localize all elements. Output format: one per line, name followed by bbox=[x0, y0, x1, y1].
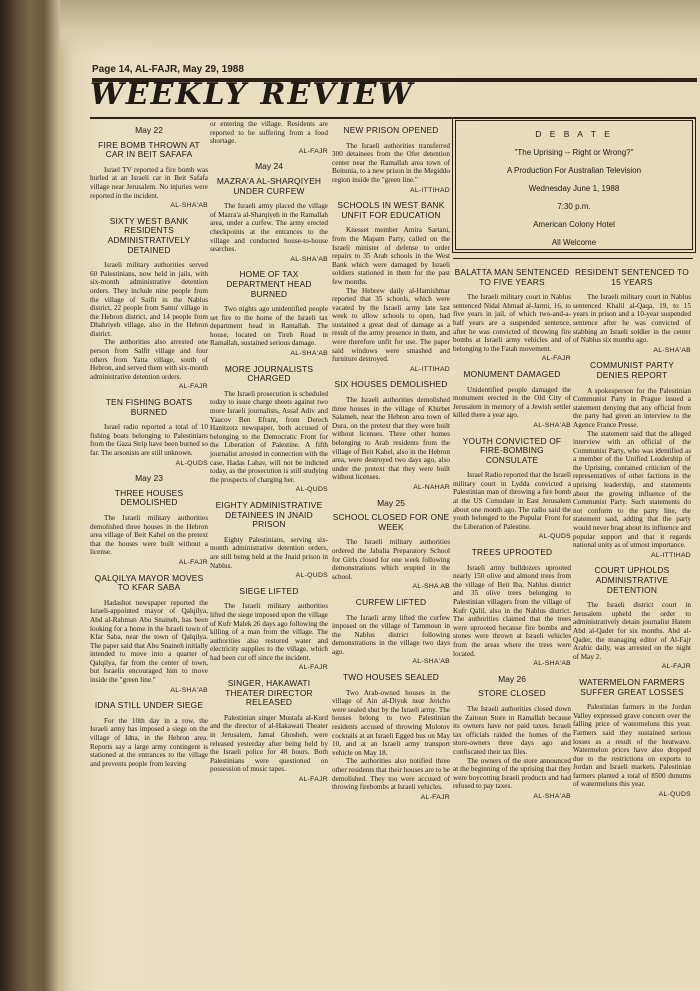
article-body: Palestinian farmers in the Jordan Valley expressed grave concern over the falling price of watermelons this year. Farmers said they sustained serious losses as a result of the heatwave. Watermelon prices have also dropped due to the restrictions on exports to Jordan and Israeli markets. Palestinian farmers planted a total of 8500 dunums of watermelons this year. bbox=[573, 703, 691, 789]
article-source: AL-SHA'AB bbox=[290, 255, 328, 263]
article-headline: SCHOOL CLOSED FOR ONE WEEK bbox=[332, 512, 450, 532]
article-body: The Israeli prosecution is scheduled today to issue charge sheets against two more Israeli journalists, Assaf Adiv and Yaacov Ben Efrant, from Derech Hanitzotz newspaper, both accused of belonging to the Democratic Front for the Liberation of Palestine. A fifth journalist arrested in connection with the case, Hadas Lahav, will not be indicted today, as the prosecution is still studying the prospects of charging her. bbox=[210, 389, 328, 484]
article-body: Palestinian singer Mustafa al-Kurd and the director of al-Hakawati Theater in Jerusalem, Jamal Ghosheh, were released yesterday after being held by the Israeli police for 48 hours. Both Palestinians were questioned on possession of music tapes. bbox=[210, 713, 328, 774]
article-body: The Israeli military court in Nablus sentenced Khalil al-Qaqa, 19, to 15 years in prison and a 10-year suspended sentence after he was convicted of stabbing an Israeli soldier in the center of Nablus six months ago. bbox=[573, 293, 691, 345]
article-headline: COMMUNIST PARTY DENIES REPORT bbox=[590, 360, 674, 380]
date-heading: May 25 bbox=[377, 497, 405, 508]
article-headline: CURFEW LIFTED bbox=[355, 596, 427, 607]
debate-title: D E B A T E bbox=[535, 129, 613, 139]
article-source: AL-SHA'AB bbox=[412, 658, 450, 666]
date-heading: May 26 bbox=[498, 673, 526, 684]
article-source: AL-FAJR bbox=[298, 147, 328, 155]
article-headline: SIEGE LIFTED bbox=[239, 585, 299, 596]
article-source: AL-QUDS bbox=[538, 533, 571, 541]
article-source: AL-SHA'AB bbox=[533, 421, 571, 429]
article-headline: QALQILYA MAYOR MOVES TO KFAR SABA bbox=[94, 572, 204, 593]
article-body: The Hebrew daily al-Hamishmar reported that 35 schools, which were vacated by the Israeli army late last week to allow schools to open, had sustained a great deal of damage as a result of the army presence in them, and were therefore unfit for use. The paper said windows were smashed and furniture destroyed. bbox=[332, 286, 450, 364]
column-1 bbox=[90, 120, 208, 768]
article-source: AL-QUDS bbox=[658, 791, 691, 799]
article-source: AL-FAJR bbox=[298, 776, 328, 783]
article-body: Two Arab-owned houses in the village of Ain al-Diyuk near Jericho were sealed shut by the Israeli army. The houses belong to two Palestinian residents accused of throwing Molotov cocktails at an Israeli Egged bus on May 10, and at an Israeli army transport vehicle on May 18. bbox=[332, 688, 450, 757]
article-source: AL-FAJR bbox=[420, 793, 450, 801]
article-source: AL-QUDS bbox=[295, 486, 328, 494]
article-body: or entering the village. Residents are reported to be suffering from a food shortage. bbox=[210, 120, 328, 146]
article-headline: FIRE BOMB THROWN AT CAR IN BEIT SAFAFA bbox=[98, 139, 200, 160]
date-heading: May 22 bbox=[135, 125, 163, 135]
column-2 bbox=[210, 120, 328, 789]
article-headline: SIXTY WEST BANK RESIDENTS ADMINISTRATIVELY DETAINED bbox=[107, 215, 191, 255]
section-title: WEEKLY REVIEW bbox=[90, 77, 695, 119]
article-headline: EIGHTY ADMINISTRATIVE DETAINEES IN JNAID PRISON bbox=[215, 499, 323, 530]
article-source: AL-SHA AB bbox=[412, 583, 450, 591]
article-headline: NEW PRISON OPENED bbox=[343, 125, 439, 135]
date-heading: May 23 bbox=[135, 473, 163, 484]
article-headline: SINGER, HAKAWATI THEATER DIRECTOR RELEASED bbox=[225, 678, 313, 708]
article-headline: YOUTH CONVICTED OF FIRE-BOMBING CONSULATE bbox=[462, 435, 562, 465]
article-source: AL-SHA'AB bbox=[653, 346, 691, 354]
article-body: Two nights ago unidentified people set fire to the home of the Israeli tax department head in Ramallah. The house, located on Tireh Road in Ramallah, sustained serious damage. bbox=[210, 305, 328, 348]
article-body: The Israeli authorities closed down the Zaitoun Store in Ramallah because its owners have not paid taxes. Israeli tax officials raided the homes of the store-owners three days ago and confiscated their tax files. bbox=[453, 704, 571, 756]
article-body: A spokesperson for the Palestinian Communist Party in Prague issued a statement denying that any official from the party had given an interview to the Agence France Presse. bbox=[573, 386, 691, 429]
article-body: The Israeli authorities transferred 300 detainees from the Ofer detention center near the Ramallah area town of Beitunia, to a new prison in the Megiddo region inside the "green line." bbox=[332, 141, 450, 184]
article-source: AL-SHA'AB bbox=[290, 350, 328, 358]
article-body: The authorities also arrested one person from Salfit village and four others from Yatta village, south of Hebron, and served them with six-month administrative detention orders. bbox=[90, 338, 208, 381]
date-heading: May 24 bbox=[255, 161, 283, 172]
debate-date: Wednesday June 1, 1988 bbox=[528, 184, 620, 193]
article-headline: HOME OF TAX DEPARTMENT HEAD BURNED bbox=[226, 269, 312, 299]
article-source: AL-ITTIHAD bbox=[409, 186, 450, 194]
page-line: Page 14, AL-FAJR, May 29, 1988 bbox=[92, 64, 244, 75]
article-body: The Israeli district court in Jerusalem upheld the order to administratively detain journalist Hatem Abd al-Qader for six months. Abd al-Qader, the managing editor of Al-Fajr Arabic daily, was arrested on the night of May 2. bbox=[573, 601, 691, 661]
article-headline: SCHOOLS IN WEST BANK UNFIT FOR EDUCATION bbox=[337, 200, 445, 220]
article-headline: STORE CLOSED bbox=[478, 688, 546, 699]
debate-production: A Production For Australian Television bbox=[506, 166, 642, 175]
column-4 bbox=[453, 262, 571, 805]
article-headline: RESIDENT SENTENCED TO 15 YEARS bbox=[574, 267, 690, 287]
article-body: The Israeli military authorities lifted the siege imposed upon the village of Kufr Malek 26 days ago following the killing of a man from the village. The authorities also restored water and electricity supplies to the village, which had been cut off since the incident. bbox=[210, 602, 328, 662]
article-body: The owners of the store announced at the beginning of the uprising that they were boycotting Israeli products and had refused to pay taxes. bbox=[453, 756, 571, 791]
article-headline: BALATTA MAN SENTENCED TO FIVE YEARS bbox=[454, 267, 570, 287]
article-body: For the 10th day in a row, the Israeli army has imposed a siege on the village of Idna, in the Hebron area. Reports say a large army contingent is stationed at the entrances to the village and prevents people from leaving bbox=[90, 716, 208, 768]
article-body: Hadashot newspaper reported the Israeli-appointed mayor of Qalqilya, Abd al-Rahman Abu Snaineh, has been looking for a home in the Israeli town of Kfar Saba, near the town of Qalqilya. The paper said that Abu Snaineh initially intended to move into a quarter of Qalqilya, far from the center of town, but Israelis encouraged him to move inside the "green line." bbox=[90, 598, 208, 685]
article-source: AL-SHA'AB bbox=[533, 792, 571, 800]
column-3 bbox=[332, 120, 450, 806]
article-headline: TWO HOUSES SEALED bbox=[342, 672, 439, 683]
debate-announcement bbox=[455, 120, 693, 250]
article-body: The Israeli army lifted the curfew imposed on the village of Tammoun in the Nablus district following demonstrations in the village two days ago. bbox=[332, 613, 450, 656]
article-body: Unidentified people damaged the monument erected in the Old City of Jerusalem in memory of a Jewish settler killed there a year ago. bbox=[453, 385, 571, 420]
debate-venue: American Colony Hotel bbox=[533, 220, 615, 229]
article-headline: TREES UPROOTED bbox=[471, 547, 553, 558]
article-source: AL-QUDS bbox=[175, 459, 208, 467]
article-source: AL-SHA'AB bbox=[533, 660, 571, 668]
article-body: Israeli military authorities served 60 Palestinians, now held in jails, with six-month administrative detention orders. They include nine people from the village of Saifit in the Nablus district, 22 people from Samu' village in the Hebron district, and 14 people from Dhahriyeh village, also in the Hebron district. bbox=[90, 261, 208, 338]
article-source: AL-ITTIHAD bbox=[409, 365, 450, 373]
article-body: The Israeli army placed the village of Mazra'a al-Sharqiyeh in the Ramallah area, under a curfew. The army erected checkpoints at the entrances to the village and conducted house-to-house searches. bbox=[210, 202, 328, 254]
article-body: The statement said that the alleged interview with an official of the Communist Party, who was identified as a member of the Unified Leadership of the Uprising, contained criticism of the representatives of other factions in the uprising leadership, and statements about the growing influence of the Communist Party. Such statements do not conform to the party line, the statement said, adding that the party would never brag about its influence and popular support and that it regards national unity as of utmost importance. bbox=[573, 429, 691, 550]
divider bbox=[453, 258, 693, 259]
article-source: AL-FAJR bbox=[298, 664, 328, 672]
article-source: AL-ITTIHAD bbox=[650, 551, 691, 559]
page-shadow bbox=[60, 0, 700, 55]
article-body: The Israeli authorities demolished three houses in the village of Khirbet Salameh, near the Hebron area town of Dura, on the pretext that they were built without licenses. Three other homes belonging to Arab residents from the village of Beit Kahel, also in the Hebron area, were destroyed two days ago, also under the pretext that they were built without licenses. bbox=[332, 396, 450, 482]
article-body: Knesset member Amira Sartani, from the Mapam Party, called on the Israeli minister of defense to order repairs to 35 Arab schools in the West Bank which were damaged by Israeli soldiers stationed in them for the past few months. bbox=[332, 226, 450, 286]
article-body: Eighty Palestinians, serving six-month administrative detention orders, are still being held at the Jnaid prison in Nablus. bbox=[210, 535, 328, 570]
article-source: AL-NAHAR bbox=[413, 483, 450, 491]
debate-subtitle: "The Uprising -- Right or Wrong?" bbox=[514, 148, 634, 157]
article-headline: IDNA STILL UNDER SIEGE bbox=[94, 700, 204, 711]
article-body: The authorities also notified three other residents that their houses are to be demolished. They too were accused of throwing firebombs at Israeli vehicles. bbox=[332, 757, 450, 792]
article-headline: MONUMENT DAMAGED bbox=[463, 368, 561, 379]
debate-time: 7:30 p.m. bbox=[557, 202, 591, 211]
column-5 bbox=[573, 262, 691, 804]
article-source: AL-QUDS bbox=[295, 572, 328, 580]
article-source: AL-FAJR bbox=[178, 383, 208, 391]
article-source: AL-SHA'AB bbox=[170, 202, 208, 210]
article-headline: COURT UPHOLDS ADMINISTRATIVE DETENTION bbox=[594, 565, 670, 595]
article-source: AL-FAJR bbox=[178, 558, 208, 566]
book-binding bbox=[0, 0, 60, 991]
article-headline: WATERMELON FARMERS SUFFER GREAT LOSSES bbox=[579, 676, 685, 697]
article-source: AL-FAJR bbox=[661, 663, 691, 671]
debate-welcome: All Welcome bbox=[551, 238, 597, 247]
article-source: AL-FAJR bbox=[541, 355, 571, 363]
article-headline: TEN FISHING BOATS BURNED bbox=[105, 397, 193, 417]
article-body: Israeli army bulldozers uprooted nearly 150 olive and almond trees from the village of Beit Iba, Nablus district and 35 olive trees belonging to Palestinian villagers from the village of Kufr Qalil, also in the Nablus district. The authorities claimed that the trees were uprooted because fire bombs and stones were thrown at Israeli vehicles from the areas where the trees were located. bbox=[453, 563, 571, 658]
newspaper-page bbox=[60, 0, 700, 991]
article-body: Israel radio reported a total of 10 fishing boats belonging to Palestinians from the Gaza Strip have been burned so far. The arsonists are still unknown. bbox=[90, 423, 208, 457]
article-headline: THREE HOUSES DEMOLISHED bbox=[114, 487, 184, 508]
article-headline: MORE JOURNALISTS CHARGED bbox=[224, 363, 314, 384]
article-headline: MAZRA'A AL-SHARQIYEH UNDER CURFEW bbox=[216, 175, 322, 196]
article-headline: SIX HOUSES DEMOLISHED bbox=[334, 379, 448, 390]
article-body: The Israeli military court in Nablus sentenced Nidal Ahmad al-Jarmi, 16, to five years in jail, of which two-and-a-half years are a suspended sentence, after he was convicted of throwing fire bombs at Israeli army vehicles and of belonging to the Fatah movement. bbox=[453, 293, 571, 353]
article-body: Israel Radio reported that the Israeli military court in Lydda convicted a Palestinian man of throwing a fire bomb at the US Consulate in East Jerusalem about one month ago. The radio said the youth belonged to the Popular Front for the Liberation of Palestine. bbox=[453, 471, 571, 531]
article-body: The Israeli military authorities ordered the Jabalia Preparatory School for Girls closed for one week following demonstrations which erupted in the school. bbox=[332, 538, 450, 581]
article-source: AL-SHA'AB bbox=[170, 686, 208, 694]
article-body: The Israeli military authorities demolished three houses in the Hebron area village of Beit Kahel on the pretext that the houses were built without a license. bbox=[90, 513, 208, 557]
article-body: Israel TV reported a fire bomb was hurled at an Israeli car in Beit Safafa village near Jerusalem. No injuries were reported in the incident. bbox=[90, 165, 208, 200]
